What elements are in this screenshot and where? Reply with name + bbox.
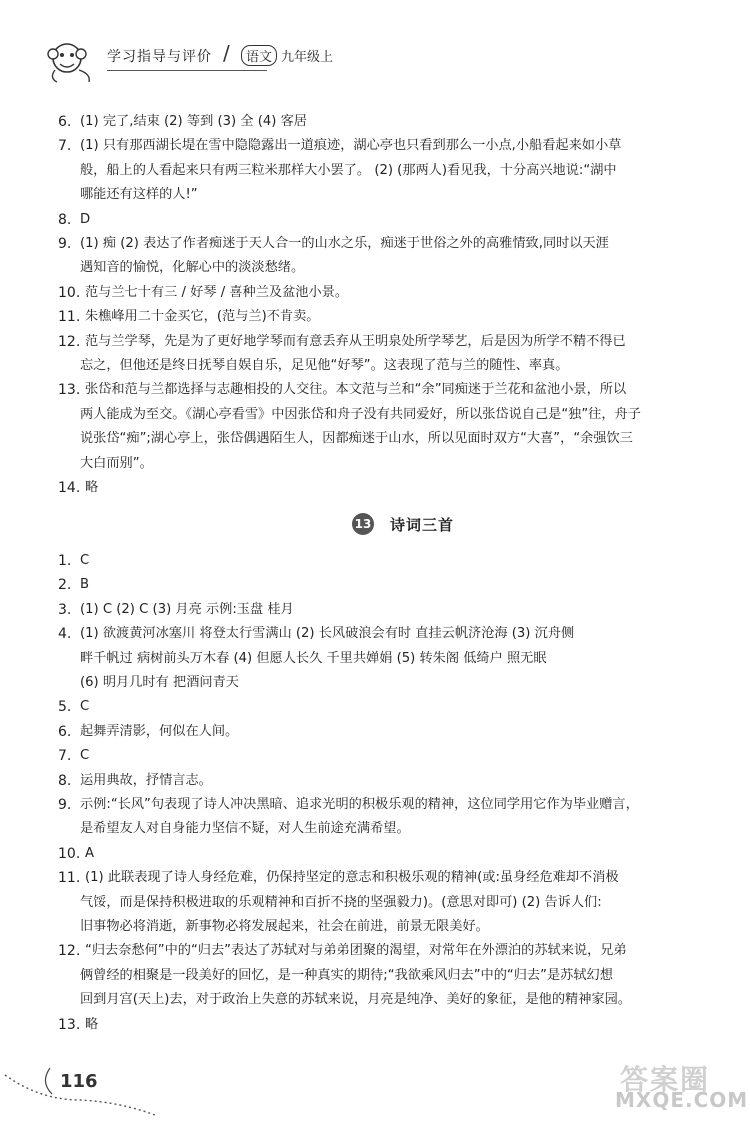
watermark-url: MXQE.COM (615, 1088, 749, 1112)
answer-text: 略 (85, 480, 99, 495)
header-divider: / (223, 41, 230, 65)
answer-text: 示例:“长风”句表现了诗人冲决黑暗、追求光明的积极乐观的精神，这位同学用它作为毕业赠言， (80, 797, 639, 812)
answer-text: 说张岱“痴”;湖心亭上，张岱偶遇陌生人，因都痴迷于山水，所以见面时双方“大喜”，“余强饮三 (80, 431, 633, 447)
grade-label: 九年级上 (281, 50, 334, 65)
page-number: 116 (60, 1071, 98, 1092)
answer-text: C (80, 748, 90, 764)
answer-text: 起舞弄清影，何似在人间。 (80, 723, 239, 739)
question-number: 3. (58, 601, 72, 618)
answer-text: D (80, 211, 91, 227)
header-rule (107, 70, 267, 71)
answer-text: 遇知音的愉悦，化解心中的淡淡愁绪。 (80, 260, 305, 276)
question-number: 10. (58, 845, 81, 862)
question-number: 6. (58, 723, 72, 740)
section-number-badge: 13 (352, 513, 374, 535)
answer-text: 哪能还有这样的人!” (80, 187, 198, 203)
question-number: 2. (58, 577, 72, 594)
question-number: 1. (58, 553, 72, 569)
question-number: 5. (58, 699, 72, 716)
question-number: 12. (58, 333, 81, 350)
watermark-logo: 答案圈 (620, 1063, 711, 1096)
answer-text: 般，船上的人看起来只有两三粒米那样大小罢了。 (2) (那两人)看见我，十分高兴地说:“湖中 (80, 162, 617, 178)
question-number: 14. (58, 480, 81, 496)
answer-text: 朱樵峰用二十金买它，(范与兰)不肯卖。 (85, 309, 320, 325)
answer-text: B (80, 577, 90, 593)
answer-text: C (80, 553, 90, 568)
answer-text: (6) 明月几时有 把酒问青天 (80, 675, 239, 690)
answer-text: 气馁，而是保持积极进取的乐观精神和百折不挠的坚强毅力)。(意思对即可) (2) 告诉人们: (80, 894, 602, 910)
subject-badge: 语文 (241, 45, 277, 66)
question-number: 13. (58, 1016, 81, 1033)
question-number: 7. (58, 748, 72, 765)
question-number: 11. (58, 309, 81, 326)
question-number: 9. (58, 236, 72, 252)
answer-text: (1) 此联表现了诗人身经危难，仍保持坚定的意志和积极乐观的精神(或:虽身经危难却不消极 (85, 870, 619, 886)
answer-text: 是希望友人对自身能力坚信不疑，对人生前途充满希望。 (80, 821, 410, 837)
answer-text: (1) 痴 (2) 表达了作者痴迷于天人合一的山水之乐，痴迷于世俗之外的高雅情致,同时以天涯 (80, 236, 609, 251)
question-number: 10. (58, 284, 81, 301)
question-number: 7. (58, 138, 72, 155)
question-number: 9. (58, 797, 72, 813)
question-number: 11. (58, 870, 81, 887)
answer-text: 范与兰学琴，先是为了更好地学琴而有意丢弃从王明泉处所学琴艺，后是因为所学不精不得已 (85, 333, 626, 349)
answer-text: A (85, 845, 95, 861)
page-header (45, 36, 345, 86)
answer-text: “归去奈愁何”中的“归去”表达了苏轼对与弟弟团聚的渴望，对常年在外漂泊的苏轼来说，兄弟 (85, 943, 627, 959)
monkey-mascot-icon (45, 36, 97, 84)
answer-text: 两人能成为至交。《湖心亭看雪》中因张岱和舟子没有共同爱好，所以张岱说自己是“独”往，舟子 (80, 406, 641, 422)
question-number: 8. (58, 211, 72, 228)
answer-text: 大白而别”。 (80, 455, 153, 471)
answer-text: 运用典故，抒情言志。 (80, 772, 212, 788)
answer-text: (1) 欲渡黄河冰塞川 将登太行雪满山 (2) 长风破浪会有时 直挂云帆济沧海 (3) 沉舟侧 (80, 626, 575, 642)
answer-text: 张岱和范与兰都选择与志趣相投的人交往。本文范与兰和“余”同痴迷于兰花和盆池小景，所以 (85, 382, 627, 398)
answer-text: 略 (85, 1016, 99, 1032)
answer-text: 俩曾经的相聚是一段美好的回忆，是一种真实的期待;“我欲乘风归去”中的“归去”是苏轼幻想 (80, 967, 613, 983)
section-title: 诗词三首 (390, 516, 455, 534)
answer-text: 旧事物必将消逝，新事物必将发展起来，社会在前进，前景无限美好。 (80, 919, 489, 934)
answer-text: 畔千帆过 病树前头万木春 (4) 但愿人长久 千里共婵娟 (5) 转朱阁 低绮户 照无眠 (80, 650, 547, 666)
answer-text: 回到月宫(天上)去，对于政治上失意的苏轼来说，月亮是纯净、美好的象征，是他的精神家园。 (80, 992, 631, 1008)
question-number: 13. (58, 382, 81, 399)
answer-text: C (80, 699, 90, 715)
question-number: 4. (58, 626, 72, 643)
question-number: 12. (58, 943, 81, 960)
answer-text: (1) 完了,结束 (2) 等到 (3) 全 (4) 客居 (80, 114, 307, 129)
question-number: 6. (58, 114, 72, 130)
answer-text: (1) C (2) C (3) 月亮 示例:玉盘 桂月 (80, 601, 294, 617)
question-number: 8. (58, 772, 72, 789)
book-title: 学习指导与评价 (107, 49, 212, 65)
answer-text: (1) 只有那西湖长堤在雪中隐隐露出一道痕迹，湖心亭也只看到那么一小点,小船看起来如小草 (80, 138, 622, 154)
answer-text: 范与兰七十有三 / 好琴 / 喜种兰及盆池小景。 (85, 284, 349, 300)
answer-text: 忘之，但他还是终日抚琴自娱自乐，足见他“好琴”。这表现了范与兰的随性、率真。 (80, 358, 569, 373)
